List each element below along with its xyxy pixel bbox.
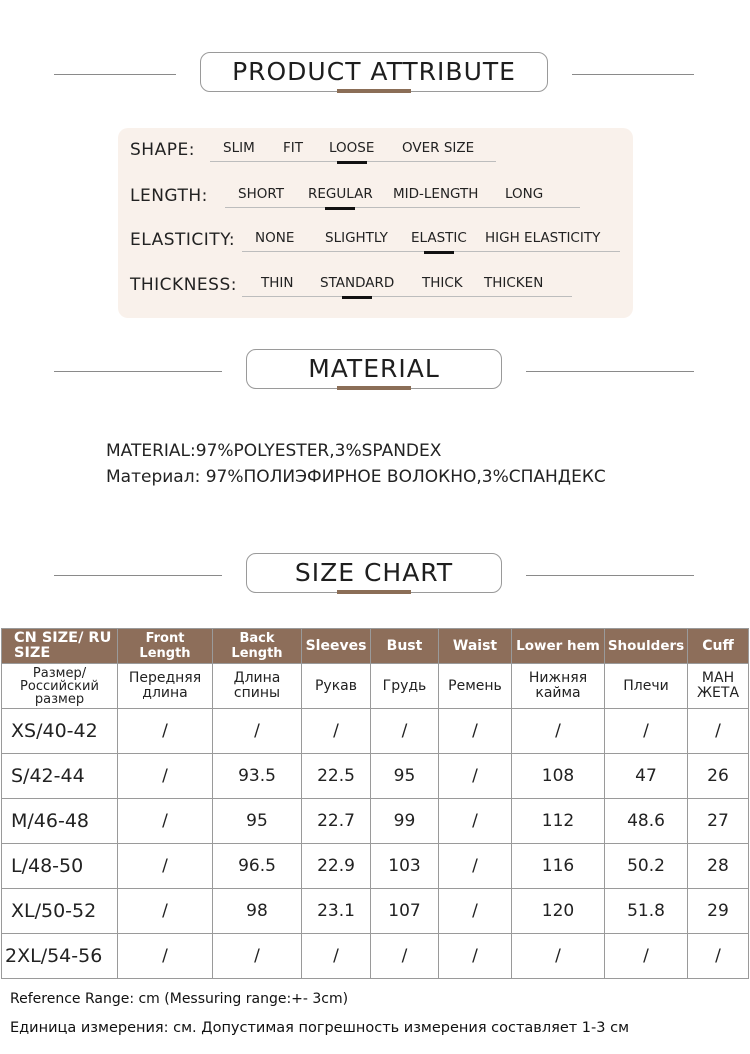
attribute-option-selected: LOOSE <box>329 140 375 156</box>
table-cell: 28 <box>688 844 749 889</box>
header-line-left <box>54 575 222 576</box>
header-cell: Cuff <box>688 629 749 664</box>
table-cell: / <box>512 709 605 754</box>
table-row <box>2 799 749 844</box>
table-cell: 29 <box>688 889 749 934</box>
attribute-baseline <box>225 207 580 208</box>
material-text-en: MATERIAL:97%POLYESTER,3%SPANDEX <box>106 441 442 461</box>
header-cell: Back Length <box>213 629 302 664</box>
attribute-option: FIT <box>283 140 303 156</box>
attribute-option: NONE <box>255 230 295 246</box>
section-header-attribute <box>0 52 750 102</box>
table-row <box>2 754 749 799</box>
size-cell: S/42-44 <box>2 754 118 799</box>
table-cell: / <box>439 799 512 844</box>
table-cell: 98 <box>213 889 302 934</box>
table-row <box>2 709 749 754</box>
header-cell: МАН ЖЕТА <box>688 664 749 709</box>
table-cell: / <box>605 709 688 754</box>
header-line-left <box>54 371 222 372</box>
material-text-ru: Материал: 97%ПОЛИЭФИРНОЕ ВОЛОКНО,3%СПАНДЕКС <box>106 467 606 487</box>
table-cell: 120 <box>512 889 605 934</box>
table-cell: 99 <box>371 799 439 844</box>
attribute-option: MID-LENGTH <box>393 186 479 202</box>
table-cell: 93.5 <box>213 754 302 799</box>
table-cell: 112 <box>512 799 605 844</box>
table-cell: / <box>439 754 512 799</box>
header-cell: Длина спины <box>213 664 302 709</box>
attribute-option-selected: ELASTIC <box>411 230 467 246</box>
table-cell: / <box>118 799 213 844</box>
attribute-baseline <box>242 296 572 297</box>
table-cell: 108 <box>512 754 605 799</box>
table-cell: 51.8 <box>605 889 688 934</box>
attribute-panel <box>118 128 633 318</box>
table-cell: 48.6 <box>605 799 688 844</box>
attribute-option: SHORT <box>238 186 284 202</box>
reference-note-ru: Единица измерения: см. Допустимая погрешность измерения составляет 1-3 см <box>10 1020 630 1036</box>
table-cell: 22.7 <box>302 799 371 844</box>
table-cell: / <box>371 934 439 979</box>
table-cell: / <box>371 709 439 754</box>
section-title: PRODUCT ATTRIBUTE <box>200 52 548 92</box>
attribute-option: LONG <box>505 186 544 202</box>
header-underline <box>337 386 411 390</box>
table-cell: / <box>118 709 213 754</box>
table-cell: / <box>439 844 512 889</box>
header-cell: Грудь <box>371 664 439 709</box>
attribute-option: THICKEN <box>484 275 544 291</box>
attribute-row-thickness <box>130 271 610 301</box>
size-cell: 2XL/54-56 <box>2 934 118 979</box>
attribute-option: OVER SIZE <box>402 140 475 156</box>
size-cell: XS/40-42 <box>2 709 118 754</box>
size-cell: XL/50-52 <box>2 889 118 934</box>
table-header-row-en <box>2 629 749 664</box>
section-title: SIZE CHART <box>246 553 502 593</box>
header-cell: Front Length <box>118 629 213 664</box>
table-cell: / <box>512 934 605 979</box>
attribute-option: SLIM <box>223 140 255 156</box>
table-cell: 27 <box>688 799 749 844</box>
table-cell: / <box>118 844 213 889</box>
size-chart-table <box>1 628 749 979</box>
table-row <box>2 844 749 889</box>
table-row <box>2 934 749 979</box>
size-cell: L/48-50 <box>2 844 118 889</box>
header-cell: Ремень <box>439 664 512 709</box>
header-cell: CN SIZE/ RU SIZE <box>2 629 118 664</box>
table-cell: 22.5 <box>302 754 371 799</box>
table-cell: 96.5 <box>213 844 302 889</box>
table-cell: / <box>439 889 512 934</box>
attribute-row-elasticity <box>130 226 625 256</box>
header-line-right <box>526 371 694 372</box>
header-line-right <box>572 74 694 75</box>
header-cell: Waist <box>439 629 512 664</box>
section-header-size-chart <box>0 553 750 603</box>
attribute-option-selected: STANDARD <box>320 275 395 291</box>
attribute-label: SHAPE: <box>130 140 195 160</box>
attribute-row-length <box>130 182 610 212</box>
attribute-option: SLIGHTLY <box>325 230 388 246</box>
table-cell: 23.1 <box>302 889 371 934</box>
table-cell: / <box>302 934 371 979</box>
table-cell: / <box>213 709 302 754</box>
table-cell: 95 <box>371 754 439 799</box>
header-cell: Sleeves <box>302 629 371 664</box>
header-cell: Размер/ Российский размер <box>2 664 118 709</box>
table-cell: / <box>439 934 512 979</box>
size-cell: M/46-48 <box>2 799 118 844</box>
table-cell: / <box>439 709 512 754</box>
table-cell: / <box>118 889 213 934</box>
reference-note-en: Reference Range: cm (Messuring range:+- 3cm) <box>10 991 349 1007</box>
table-cell: / <box>213 934 302 979</box>
table-cell: / <box>118 934 213 979</box>
section-header-material <box>0 349 750 399</box>
header-cell: Рукав <box>302 664 371 709</box>
attribute-label: ELASTICITY: <box>130 230 236 250</box>
attribute-option: HIGH ELASTICITY <box>485 230 601 246</box>
table-cell: 116 <box>512 844 605 889</box>
attribute-option: THICK <box>422 275 463 291</box>
table-cell: 47 <box>605 754 688 799</box>
attribute-option-selected: REGULAR <box>308 186 373 202</box>
header-cell: Нижняя кайма <box>512 664 605 709</box>
table-cell: 26 <box>688 754 749 799</box>
header-underline <box>337 89 411 93</box>
attribute-option: THIN <box>261 275 294 291</box>
header-line-right <box>526 575 694 576</box>
header-cell: Shoulders <box>605 629 688 664</box>
attribute-label: THICKNESS: <box>130 275 237 295</box>
header-cell: Bust <box>371 629 439 664</box>
attribute-row-shape <box>130 136 610 166</box>
header-cell: Передняя длина <box>118 664 213 709</box>
table-header-row-ru <box>2 664 749 709</box>
header-line-left <box>54 74 176 75</box>
table-cell: 50.2 <box>605 844 688 889</box>
table-cell: / <box>688 934 749 979</box>
section-title: MATERIAL <box>246 349 502 389</box>
table-cell: 95 <box>213 799 302 844</box>
table-cell: / <box>688 709 749 754</box>
header-cell: Lower hem <box>512 629 605 664</box>
header-underline <box>337 590 411 594</box>
table-cell: / <box>605 934 688 979</box>
table-cell: 107 <box>371 889 439 934</box>
table-row <box>2 889 749 934</box>
header-cell: Плечи <box>605 664 688 709</box>
attribute-label: LENGTH: <box>130 186 208 206</box>
table-cell: 103 <box>371 844 439 889</box>
table-cell: 22.9 <box>302 844 371 889</box>
table-cell: / <box>302 709 371 754</box>
table-cell: / <box>118 754 213 799</box>
